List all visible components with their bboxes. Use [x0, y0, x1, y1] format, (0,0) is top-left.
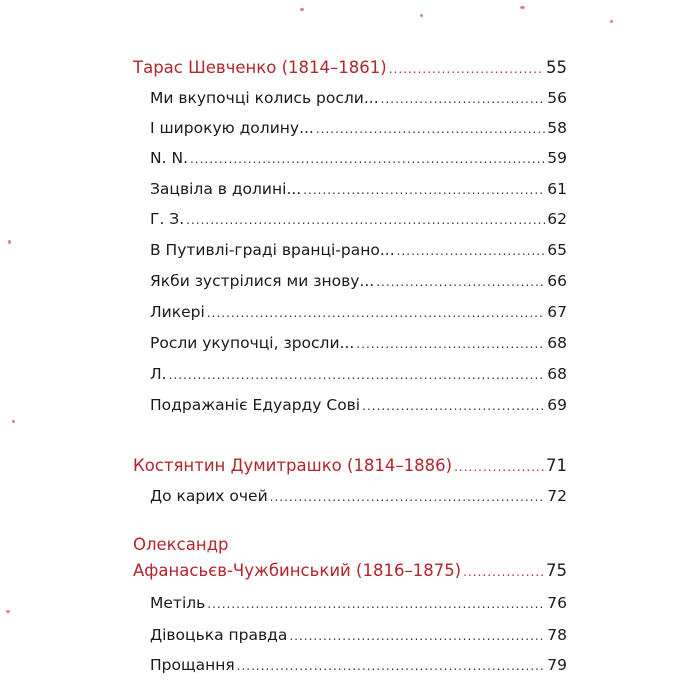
- page-number: 55: [546, 58, 567, 77]
- dot-leader: [289, 626, 545, 644]
- entry-title: І широкую долину...: [150, 119, 314, 137]
- page-number: 58: [547, 119, 567, 137]
- toc-author-entry[interactable]: [0, 58, 700, 82]
- toc-entry[interactable]: [0, 303, 700, 327]
- page-number: 62: [547, 210, 567, 228]
- entry-title: В Путивлі-граді вранці-рано...: [150, 241, 395, 259]
- toc-entry[interactable]: [0, 396, 700, 420]
- toc-entry[interactable]: [0, 334, 700, 358]
- entry-title: Метіль: [150, 594, 206, 612]
- page-number: 75: [546, 561, 567, 580]
- dot-leader: [463, 561, 544, 580]
- entry-title: Ликері: [150, 303, 205, 321]
- decorative-speck: [610, 20, 613, 23]
- page-number: 66: [547, 272, 567, 290]
- decorative-speck: [420, 14, 423, 17]
- dot-leader: [237, 656, 546, 674]
- toc-author-entry[interactable]: [0, 561, 700, 585]
- page-number: 56: [547, 89, 567, 107]
- page-number: 79: [547, 656, 567, 674]
- entry-title: Г. З.: [150, 210, 185, 228]
- toc-entry[interactable]: [0, 365, 700, 389]
- dot-leader: [376, 272, 545, 290]
- author-name: Костянтин Думитрашко (1814–1886): [133, 456, 453, 475]
- page-number: 78: [547, 626, 567, 644]
- page-number: 68: [547, 365, 567, 383]
- dot-leader: [303, 180, 545, 198]
- dot-leader: [207, 594, 545, 612]
- toc-entry[interactable]: [0, 626, 700, 650]
- toc-entry[interactable]: [0, 180, 700, 204]
- entry-title: Росли укупочці, зросли...: [150, 334, 355, 352]
- entry-title: N. N.: [150, 149, 188, 167]
- page-number: 72: [547, 487, 567, 505]
- toc-entry[interactable]: [0, 241, 700, 265]
- toc-entry[interactable]: [0, 487, 700, 511]
- page-number: 76: [547, 594, 567, 612]
- entry-title: Л.: [150, 365, 167, 383]
- page-number: 65: [547, 241, 567, 259]
- dot-leader: [454, 456, 544, 475]
- toc-entry[interactable]: [0, 656, 700, 680]
- entry-title: До карих очей: [150, 487, 268, 505]
- toc-entry[interactable]: [0, 594, 700, 618]
- dot-leader: [270, 487, 546, 505]
- page-number: 59: [547, 149, 567, 167]
- entry-title: Ми вкупочці колись росли...: [150, 89, 379, 107]
- entry-title: Подражаніє Едуарду Сові: [150, 396, 361, 414]
- toc-entry[interactable]: [0, 119, 700, 143]
- dot-leader: [356, 334, 545, 352]
- toc-entry[interactable]: [0, 210, 700, 234]
- dot-leader: [169, 365, 546, 383]
- decorative-speck: [520, 6, 525, 9]
- page-number: 67: [547, 303, 567, 321]
- entry-title: Дівоцька правда: [150, 626, 288, 644]
- page-number: 69: [547, 396, 567, 414]
- toc-entry[interactable]: [0, 149, 700, 173]
- dot-leader: [207, 303, 545, 321]
- toc-author-entry[interactable]: [0, 456, 700, 480]
- dot-leader: [190, 149, 545, 167]
- toc-entry[interactable]: [0, 272, 700, 296]
- dot-leader: [186, 210, 545, 228]
- decorative-speck: [12, 420, 15, 423]
- entry-title: Прощання: [150, 656, 235, 674]
- dot-leader: [397, 241, 546, 259]
- page-number: 71: [546, 456, 567, 475]
- page-number: 68: [547, 334, 567, 352]
- author-name: Тарас Шевченко (1814–1861): [133, 58, 387, 77]
- entry-title: Якби зустрілися ми знову...: [150, 272, 375, 290]
- decorative-speck: [300, 8, 304, 11]
- author-first-name: Олександр: [133, 535, 229, 554]
- dot-leader: [316, 119, 545, 137]
- dot-leader: [389, 58, 544, 77]
- page-number: 61: [547, 180, 567, 198]
- toc-entry[interactable]: [0, 89, 700, 113]
- entry-title: Зацвіла в долині...: [150, 180, 302, 198]
- dot-leader: [381, 89, 546, 107]
- author-name: Афанасьєв-Чужбинський (1816–1875): [133, 561, 462, 580]
- dot-leader: [362, 396, 545, 414]
